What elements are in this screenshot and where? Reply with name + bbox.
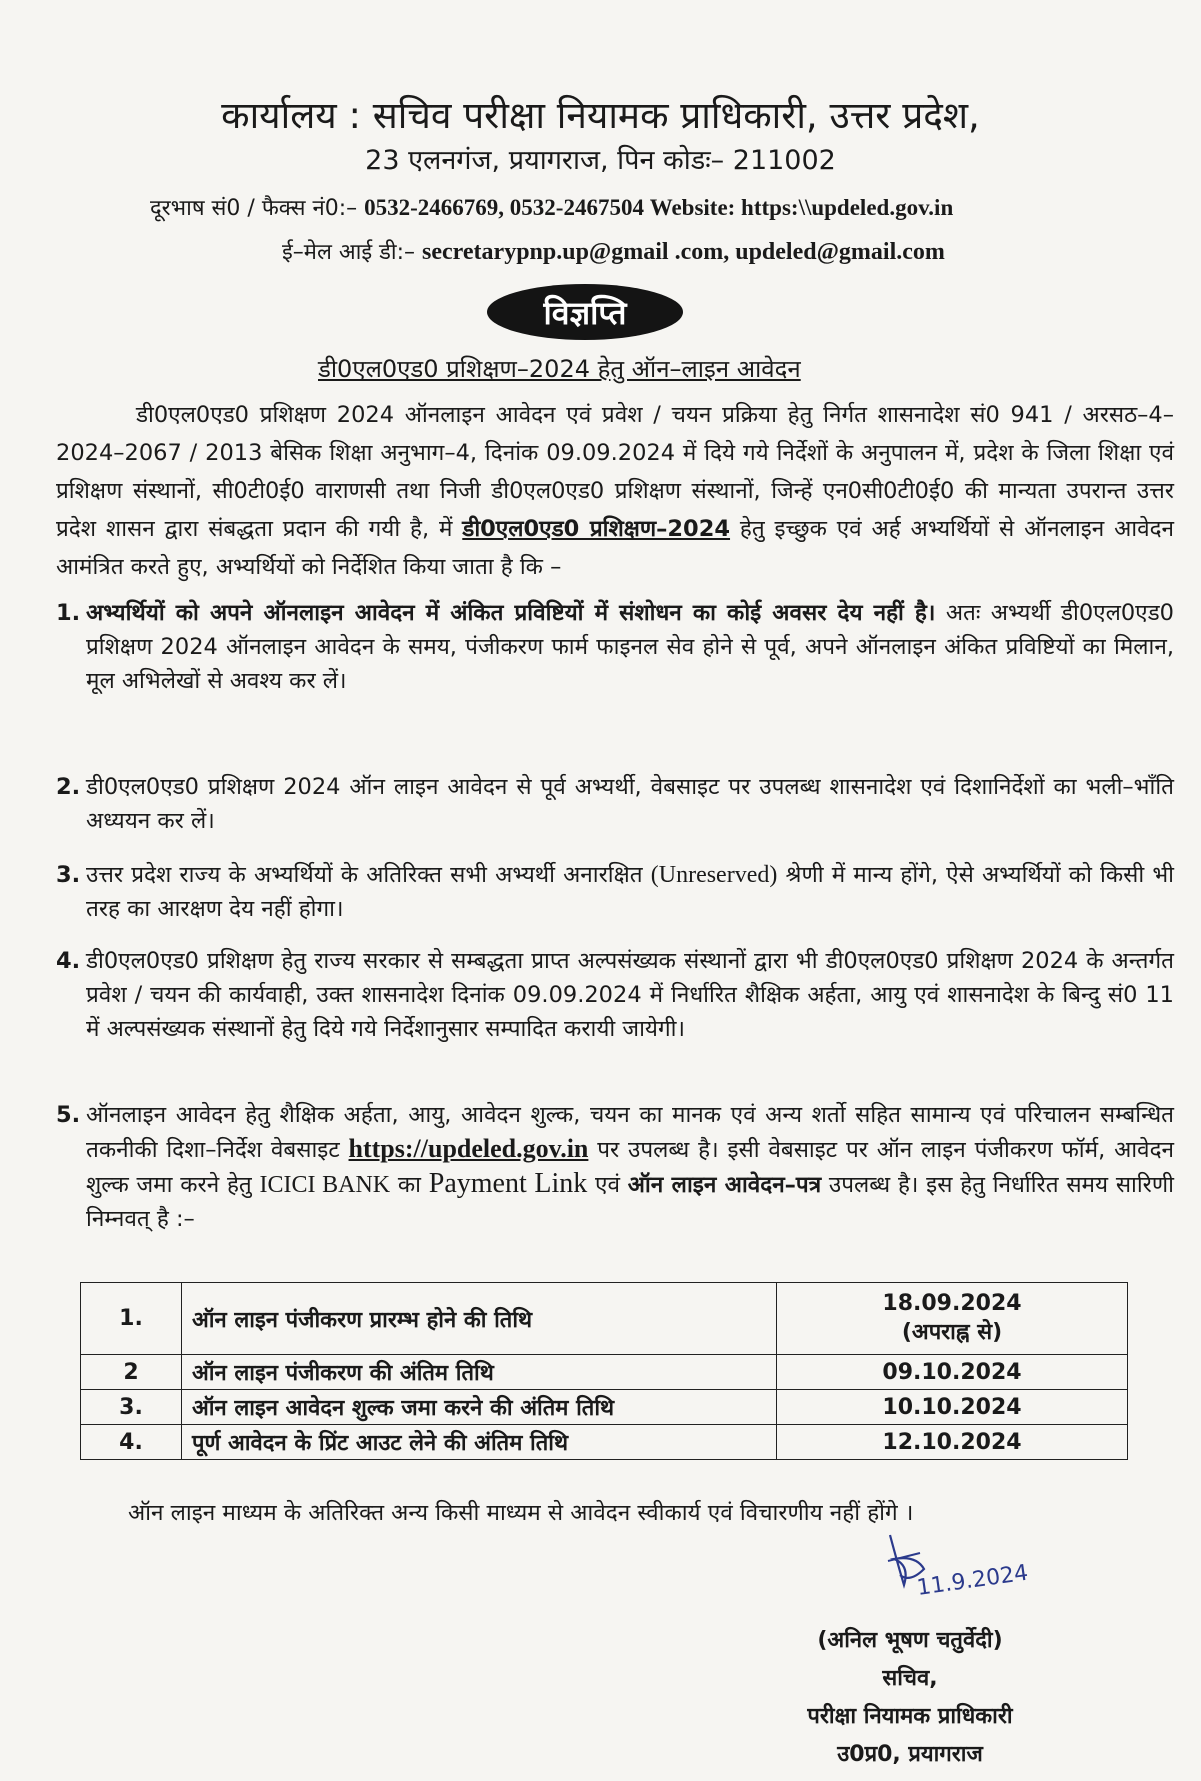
item-3-text-b: श्रेणी में मान्य होंगे, ऐसे अभ्यर्थियों को किसी भी तरह का आरक्षण देय नहीं होगा। [86, 862, 1174, 922]
handwritten-signature [880, 1525, 1055, 1625]
table-row [81, 1355, 1128, 1390]
row-date: 12.10.2024 [777, 1425, 1128, 1460]
signatory-place: उ0प्र0, प्रयागराज [837, 1742, 983, 1767]
item-3-text-a: उत्तर प्रदेश राज्य के अभ्यर्थियों के अतिरिक्त सभी अभ्यर्थी अनारक्षित [86, 862, 643, 888]
instruction-item-2 [56, 770, 1174, 838]
row-serial: 2 [81, 1355, 182, 1390]
instruction-item-5 [56, 1098, 1174, 1236]
item-number: 2. [56, 774, 81, 800]
item-5-text-b: पर उपलब्ध है। इसी वेबसाइट पर ऑन लाइन पंजीकरण फॉर्म, आवेदन शुल्क जमा करने हेतु [86, 1137, 1175, 1198]
phone-numbers: 0532-2466769, 0532-2467504 Website: https:\\updeled.gov.in [364, 195, 954, 220]
row-event: पूर्ण आवेदन के प्रिंट आउट लेने की अंतिम तिथि [182, 1425, 777, 1460]
notice-title-badge: विज्ञप्ति [487, 284, 683, 340]
item-number: 4. [56, 948, 81, 974]
item-5-text-c: का [397, 1172, 421, 1198]
payment-link-text: Payment Link [428, 1168, 588, 1199]
signatory-name: (अनिल भूषण चतुर्वेदी) [817, 1628, 1003, 1653]
item-1-text: अतः अभ्यर्थी डी0एल0एड0 प्रशिक्षण 2024 ऑनलाइन आवेदन के समय, पंजीकरण फार्म फाइनल सेव होने से पूर्व, अपने ऑनलाइन अंकित प्रविष्टियों का मिलान, मूल अभिलेखों से अवश्य कर लें। [86, 600, 1174, 694]
row-serial: 3. [81, 1390, 182, 1425]
table-row [81, 1390, 1128, 1425]
item-5-text-e: उपलब्ध है। इस हेतु निर्धारित समय सारिणी निम्नवत् है :– [86, 1172, 1174, 1232]
signature-date: 11.9.2024 [915, 1560, 1030, 1601]
intro-text-2: हेतु इच्छुक एवं अर्ह अभ्यर्थियों से ऑनलाइन आवेदन आमंत्रित करते हुए, अभ्यर्थियों को निर्देशित किया जाता है कि – [56, 516, 1175, 580]
item-2-text: डी0एल0एड0 प्रशिक्षण 2024 ऑन लाइन आवेदन से पूर्व अभ्यर्थी, वेबसाइट पर उपलब्ध शासनादेश एवं दिशानिर्देशों का भली–भाँति अध्ययन कर लें। [86, 774, 1174, 834]
row-date: 09.10.2024 [777, 1355, 1128, 1390]
row-date-note: (अपराह्न से) [901, 1320, 1003, 1345]
intro-text-1: डी0एल0एड0 प्रशिक्षण 2024 ऑनलाइन आवेदन एवं प्रवेश / चयन प्रक्रिया हेतु निर्गत शासनादेश सं0 941 / अरसठ–4–2024–2067 / 2013 बेसिक शिक्षा अनुभाग–4, दिनांक 09.09.2024 में दिये गये निर्देशों के अनुपालन में, प्रदेश के जिला शिक्षा एवं प्रशिक्षण संस्थानों, सी0टी0ई0 वाराणसी तथा निजी डी0एल0एड0 प्रशिक्षण संस्थानों, जिन्हें एन0सी0टी0ई0 की मान्यता उपरान्त उत्तर प्रदेश शासन द्वारा संबद्धता प्रदान की गयी है, में [56, 402, 1174, 542]
contact-line [150, 192, 953, 222]
item-number: 3. [56, 862, 81, 888]
phone-label: दूरभाष सं0 / फैक्स नं0:– [150, 196, 358, 221]
item-1-bold-text: अभ्यर्थियों को अपने ऑनलाइन आवेदन में अंकित प्रविष्टियों में संशोधन का कोई अवसर देय नहीं है। [86, 600, 936, 626]
signatory-office: परीक्षा नियामक प्राधिकारी [807, 1704, 1013, 1729]
item-5-text-a: ऑनलाइन आवेदन हेतु शैक्षिक अर्हता, आयु, आवेदन शुल्क, चयन का मानक एवं अन्य शर्तो सहित सामान्य एवं परिचालन सम्बन्धित तकनीकी दिशा–निर्देश वेबसाइट [86, 1102, 1174, 1163]
row-date-value: 18.09.2024 [882, 1291, 1022, 1316]
schedule-table [80, 1282, 1128, 1460]
website-link[interactable]: https://updeled.gov.in [348, 1134, 589, 1163]
intro-highlight: डी0एल0एड0 प्रशिक्षण–2024 [462, 516, 731, 542]
item-4-text: डी0एल0एड0 प्रशिक्षण हेतु राज्य सरकार से सम्बद्धता प्राप्त अल्पसंख्यक संस्थानों द्वारा भी डी0एल0एड0 प्रशिक्षण 2024 के अन्तर्गत प्रवेश / चयन की कार्यवाही, उक्त शासनादेश दिनांक 09.09.2024 में निर्धारित शैक्षिक अर्हता, आयु एवं शासनादेश के बिन्दु सं0 11 में अल्पसंख्यक संस्थानों हेतु दिये गये निर्देशानुसार सम्पादित करायी जायेगी। [86, 948, 1174, 1042]
instruction-item-1 [56, 596, 1174, 698]
email-line [282, 236, 945, 266]
intro-paragraph [56, 396, 1174, 586]
row-serial: 4. [81, 1425, 182, 1460]
instruction-item-3 [56, 858, 1174, 926]
notice-subject: डी0एल0एड0 प्रशिक्षण–2024 हेतु ऑन–लाइन आवेदन [318, 355, 801, 383]
table-row [81, 1425, 1128, 1460]
office-heading: कार्यालय : सचिव परीक्षा नियामक प्राधिकारी, उत्तर प्रदेश, [221, 94, 980, 137]
table-row [81, 1283, 1128, 1355]
item-5-text-d: एवं [595, 1172, 620, 1198]
signatory-designation: सचिव, [882, 1666, 938, 1691]
email-label: ई–मेल आई डी:– [282, 240, 416, 265]
row-date [777, 1283, 1128, 1355]
row-event: ऑन लाइन आवेदन शुल्क जमा करने की अंतिम तिथि [182, 1390, 777, 1425]
office-address: 23 एलनगंज, प्रयागराज, पिन कोडः– 211002 [365, 145, 836, 176]
row-serial: 1. [81, 1283, 182, 1355]
instruction-item-4 [56, 944, 1174, 1046]
email-values: secretarypnp.up@gmail .com, updeled@gmail.com [422, 239, 945, 265]
signatory-block [760, 1622, 1060, 1774]
item-number: 1. [56, 600, 81, 626]
footer-note: ऑन लाइन माध्यम के अतिरिक्त अन्य किसी माध्यम से आवेदन स्वीकार्य एवं विचारणीय नहीं होंगे । [128, 1500, 914, 1526]
item-3-unreserved: (Unreserved) [650, 862, 778, 888]
item-number: 5. [56, 1102, 81, 1128]
item-5-bold-text: ऑन लाइन आवेदन–पत्र [627, 1172, 822, 1198]
bank-name: ICICI BANK [259, 1172, 391, 1198]
row-date: 10.10.2024 [777, 1390, 1128, 1425]
row-event: ऑन लाइन पंजीकरण की अंतिम तिथि [182, 1355, 777, 1390]
row-event: ऑन लाइन पंजीकरण प्रारम्भ होने की तिथि [182, 1283, 777, 1355]
